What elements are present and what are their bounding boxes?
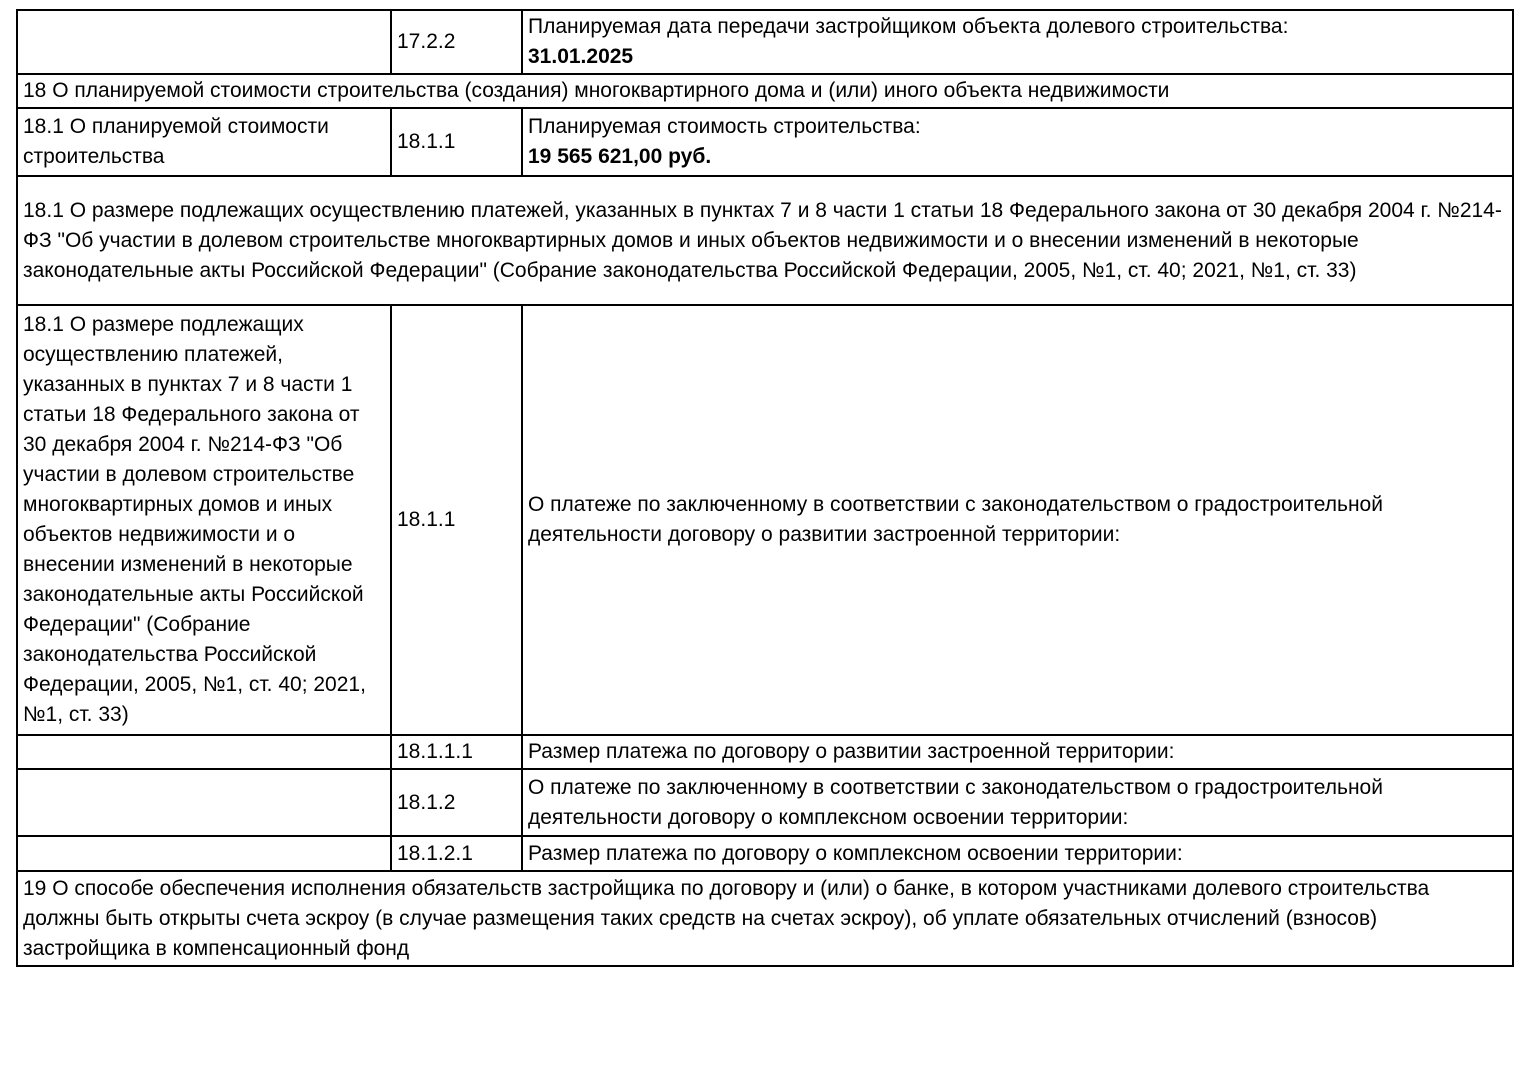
field-label: Планируемая дата передачи застройщиком объекта долевого строительства: (528, 15, 1289, 38)
item-content-18-1-2-1 (522, 836, 1513, 871)
field-label: О платеже по заключенному в соответствии с законодательством о градостроительной деятельности договору о развитии застроенной территории: (528, 493, 1383, 546)
row-18-section-header (17, 74, 1513, 108)
item-number-18-1-2-1: 18.1.2.1 (391, 836, 522, 871)
item-number-17-2-2: 17.2.2 (391, 10, 522, 74)
item-content-17-2-2 (522, 10, 1513, 74)
item-number-18-1-1-tall: 18.1.1 (391, 305, 522, 735)
section-header-18-1-note: 18.1 О размере подлежащих осуществлению платежей, указанных в пунктах 7 и 8 части 1 статьи 18 Федерального закона от 30 декабря 2004 г. №214-ФЗ "Об участии в долевом строительстве многоквартирных домов и иных объектов недвижимости и о внесении изменений в некоторые законодательные акты Российской Федерации" (Собрание законодательства Российской Федерации, 2005, №1, ст. 40; 2021, №1, ст. 33) (17, 176, 1513, 305)
field-label: О платеже по заключенному в соответствии с законодательством о градостроительной деятельности договору о комплексном освоении территории: (528, 775, 1383, 829)
field-label: Размер платежа по договору о развитии застроенной территории: (528, 740, 1175, 763)
project-declaration-table (16, 9, 1514, 967)
section-cell-empty (17, 10, 391, 74)
section-cell-18-1-payments: 18.1 О размере подлежащих осуществлению платежей, указанных в пунктах 7 и 8 части 1 статьи 18 Федерального закона от 30 декабря 2004 г. №214-ФЗ "Об участии в долевом строительстве многоквартирных домов и иных объектов недвижимости и о внесении изменений в некоторые законодательные акты Российской Федерации" (Собрание законодательства Российской Федерации, 2005, №1, ст. 40; 2021, №1, ст. 33) (17, 305, 391, 735)
field-value: 31.01.2025 (528, 45, 634, 68)
item-content-18-1-1-1 (522, 735, 1513, 769)
row-18-1 (17, 108, 1513, 176)
section-cell-empty (17, 836, 391, 871)
row-19-section-header (17, 871, 1513, 966)
item-content-18-1-1-tall (522, 305, 1513, 735)
row-18-1-2-1 (17, 836, 1513, 871)
item-number-18-1-2: 18.1.2 (391, 769, 522, 836)
row-17-2-2 (17, 10, 1513, 74)
row-18-1-note (17, 176, 1513, 305)
section-cell-empty (17, 735, 391, 769)
section-header-19: 19 О способе обеспечения исполнения обязательств застройщика по договору и (или) о банке, в котором участниками долевого строительства должны быть открыты счета эскроу (в случае размещения таких средств на счетах эскроу), об уплате обязательных отчислений (взносов) застройщика в компенсационный фонд (17, 871, 1513, 966)
row-18-1-1-1 (17, 735, 1513, 769)
field-value: 19 565 621,00 руб. (528, 145, 712, 168)
item-number-18-1-1: 18.1.1 (391, 108, 522, 176)
section-header-18: 18 О планируемой стоимости строительства (создания) многоквартирного дома и (или) иного объекта недвижимости (17, 74, 1513, 108)
item-content-18-1-1 (522, 108, 1513, 176)
section-cell-18-1: 18.1 О планируемой стоимости строительства (17, 108, 391, 176)
row-18-1-1 (17, 305, 1513, 735)
row-18-1-2 (17, 769, 1513, 836)
field-label: Размер платежа по договору о комплексном освоении территории: (528, 841, 1183, 865)
field-label: Планируемая стоимость строительства: (528, 115, 921, 138)
item-number-18-1-1-1: 18.1.1.1 (391, 735, 522, 769)
item-content-18-1-2 (522, 769, 1513, 836)
section-cell-empty (17, 769, 391, 836)
